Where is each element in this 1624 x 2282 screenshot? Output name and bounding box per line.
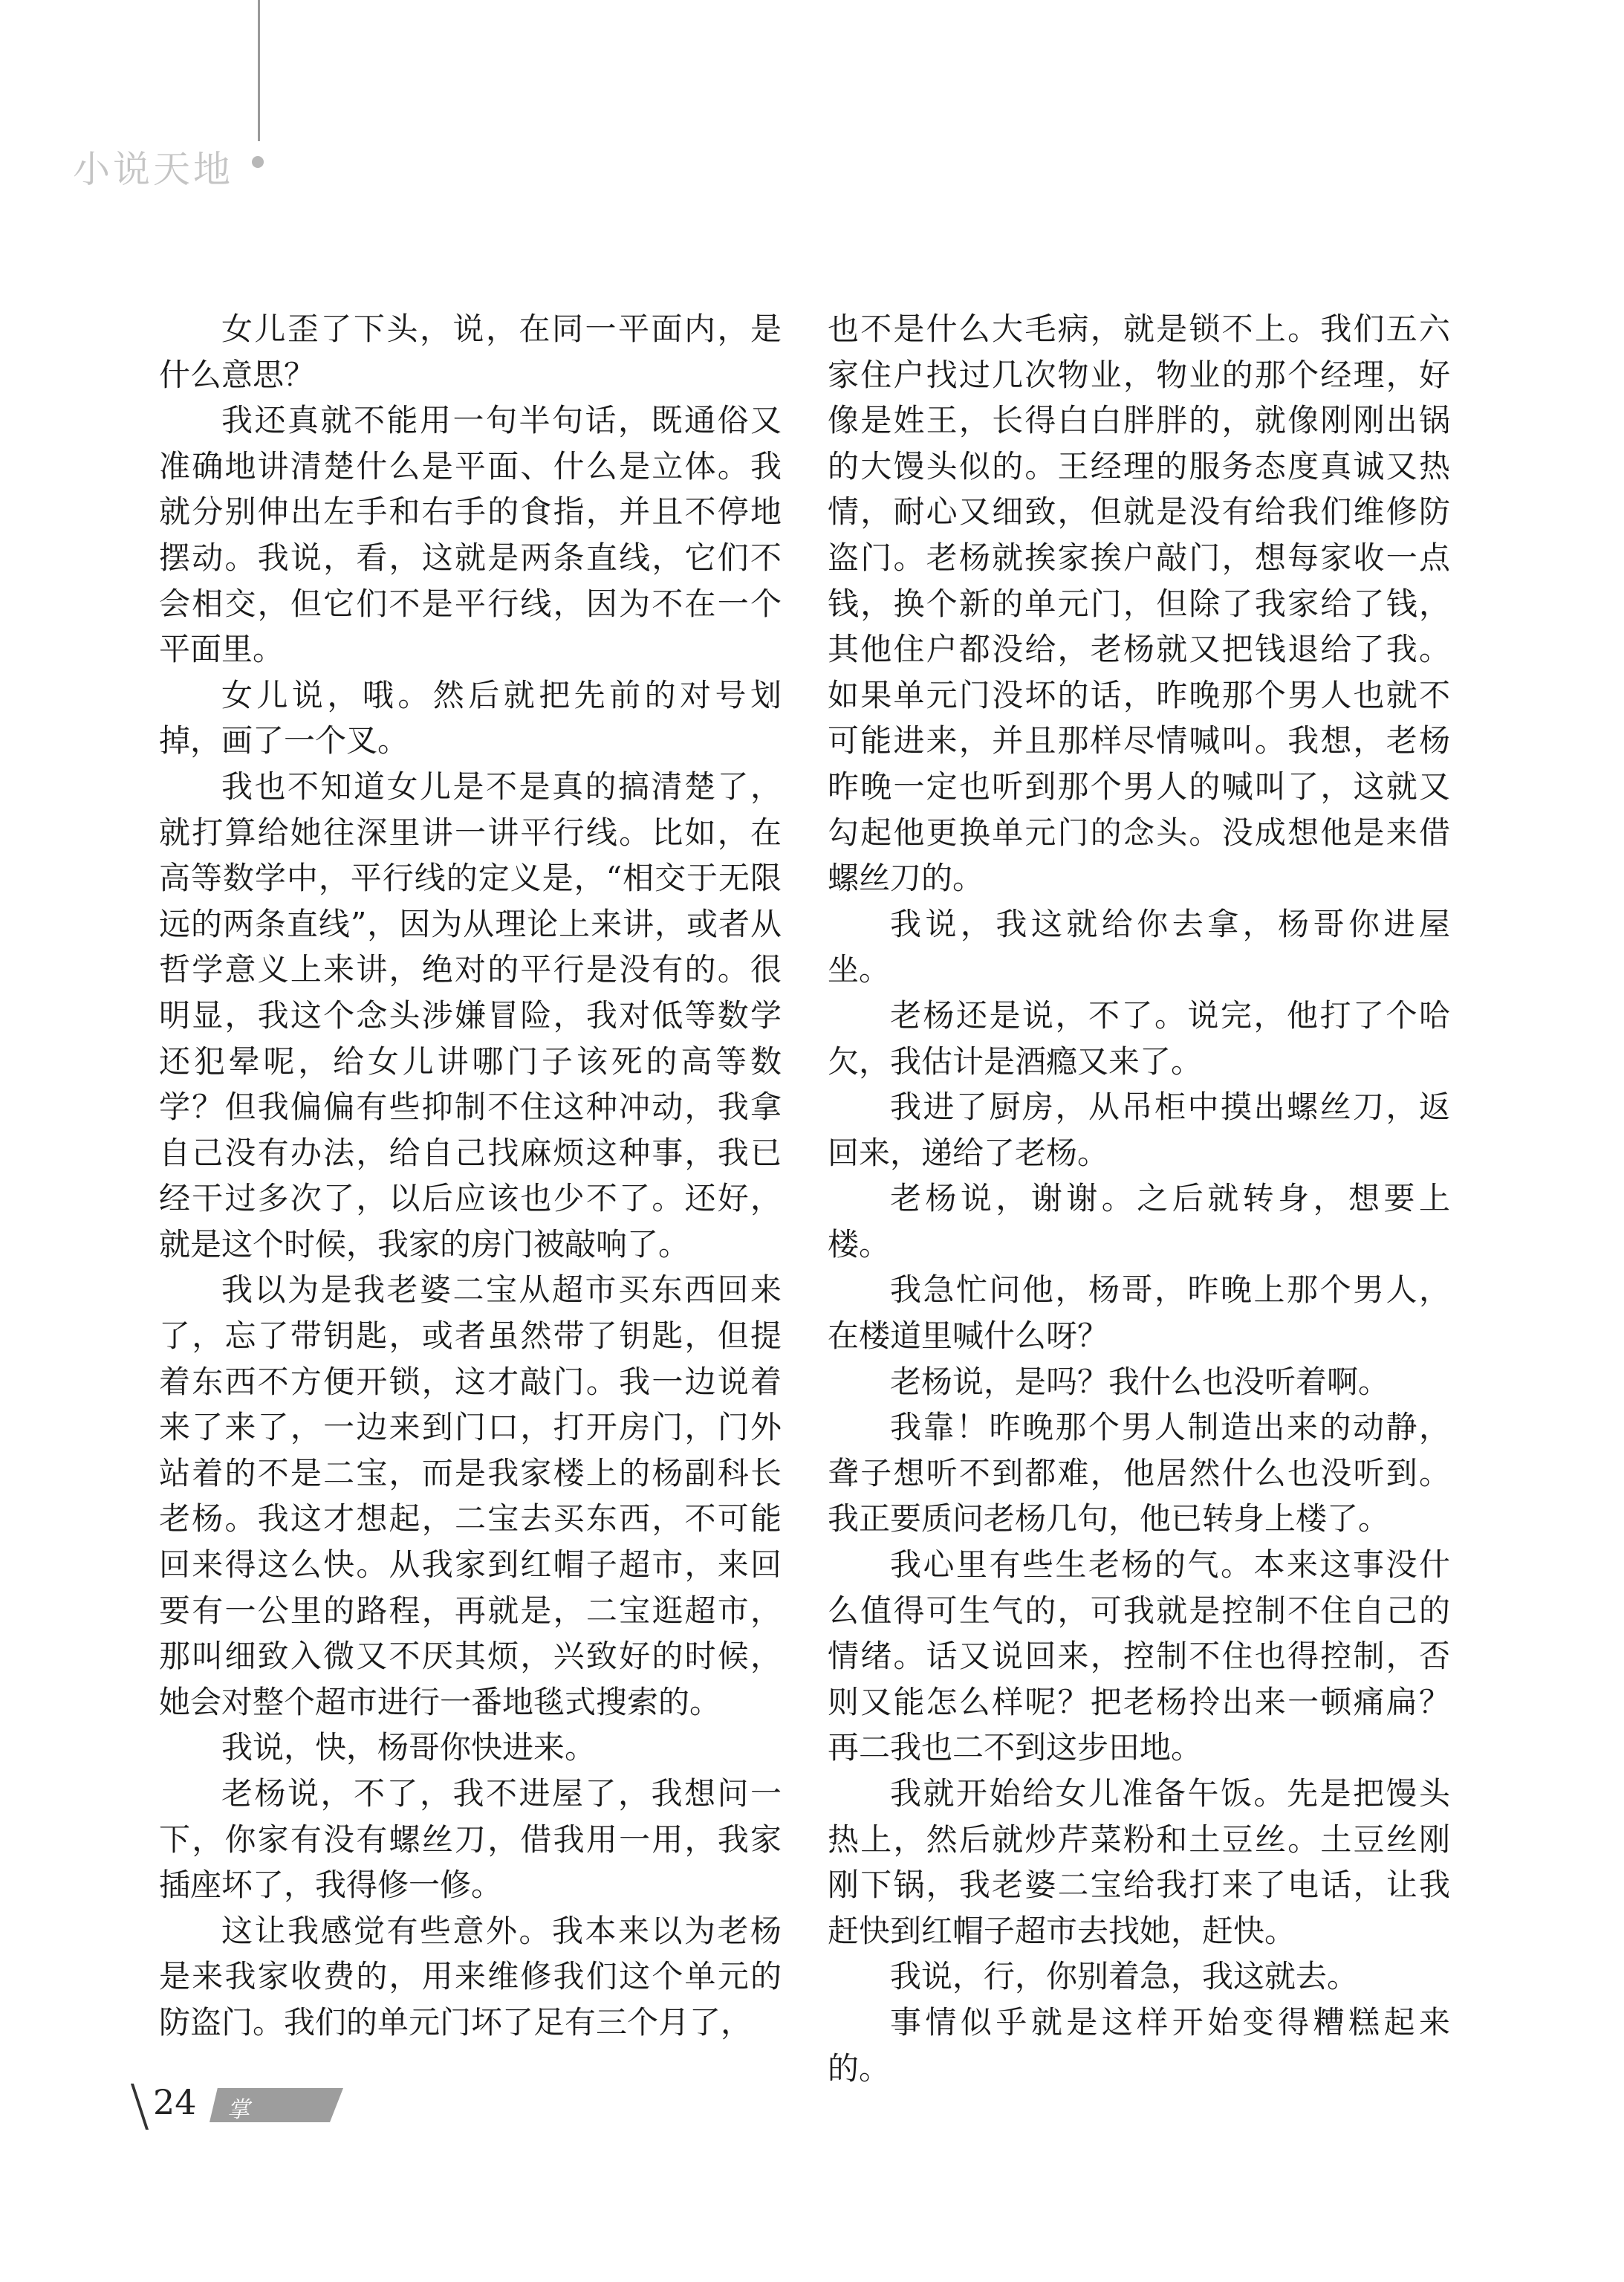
paragraph: 老杨说，谢谢。之后就转身，想要上楼。: [828, 1180, 1450, 1262]
paragraph: 事情似乎就是这样开始变得糟糕起来的。: [828, 2003, 1450, 2087]
paragraph: 我就开始给女儿准备午饭。先是把馒头热上，然后就炒芹菜粉和土豆丝。土豆丝刚刚下锅，我老婆二宝给我打来了电话，让我赶快到红帽子超市去找她，赶快。: [828, 1775, 1450, 1949]
header-vertical-rule: [258, 0, 260, 141]
footer-slash-ornament: [131, 2084, 149, 2130]
paragraph: 我以为是我老婆二宝从超市买东西回来了，忘了带钥匙，或者虽然带了钥匙，但提着东西不方便开锁，这才敲门。我一边说着来了来了，一边来到门口，打开房门，门外站着的不是二宝，而是我家楼上的杨副科长老杨。我这才想起，二宝去买东西，不可能回来得这么快。从我家到红帽子超市，来回要有一公里的路程，再就是，二宝逛超市，那叫细致入微又不厌其烦，兴致好的时候，她会对整个超市进行一番地毯式搜索的。: [159, 1271, 782, 1720]
paragraph: 我说，行，你别着急，我这就去。: [890, 1958, 1359, 1995]
magazine-logo-text: 掌源文学: [227, 2097, 254, 2221]
right-text-column: [828, 306, 1450, 2091]
page-number: 24: [153, 2082, 197, 2122]
paragraph: 我也不知道女儿是不是真的搞清楚了，就打算给她往深里讲一讲平行线。比如，在高等数学中，平行线的定义是，“相交于无限远的两条直线”，因为从理论上来讲，或者从哲学意义上来讲，绝对的平行是没有的。很明显，我这个念头涉嫌冒险，我对低等数学还犯晕呢，给女儿讲哪门子该死的高等数学？但我偏偏有些抑制不住这种冲动，我拿自己没有办法，给自己找麻烦这种事，我已经干过多次了，以后应该也少不了。还好，就是这个时候，我家的房门被敲响了。: [159, 768, 782, 1262]
header-dot-ornament: [252, 156, 264, 168]
paragraph: 这让我感觉有些意外。我本来以为老杨是来我家收费的，用来维修我们这个单元的防盗门。我们的单元门坏了足有三个月了，: [159, 1912, 782, 2040]
paragraph: 女儿说，哦。然后就把先前的对号划掉，画了一个叉。: [159, 676, 782, 759]
paragraph: 我进了厨房，从吊柜中摸出螺丝刀，返回来，递给了老杨。: [828, 1089, 1450, 1171]
paragraph: 老杨说，是吗？我什么也没听着啊。: [890, 1363, 1390, 1400]
section-label: 小说天地: [73, 148, 233, 191]
paragraph: 我靠！昨晚那个男人制造出来的动静，聋子想听不到都难，他居然什么也没听到。我正要质问老杨几句，他已转身上楼了。: [828, 1409, 1450, 1537]
paragraph: 也不是什么大毛病，就是锁不上。我们五六家住户找过几次物业，物业的那个经理，好像是姓王，长得白白胖胖的，就像刚刚出锅的大馒头似的。王经理的服务态度真诚又热情，耐心又细致，但就是没有给我们维修防盗门。老杨就挨家挨户敲门，想每家收一点钱，换个新的单元门，但除了我家给了钱，其他住户都没给，老杨就又把钱退给了我。如果单元门没坏的话，昨晚那个男人也就不可能进来，并且那样尽情喊叫。我想，老杨昨晚一定也听到那个男人的喊叫了，这就又勾起他更换单元门的念头。没成想他是来借螺丝刀的。: [828, 311, 1450, 897]
paragraph: 我急忙问他，杨哥，昨晚上那个男人，在楼道里喊什么呀？: [828, 1271, 1450, 1355]
paragraph: 我说，快，杨哥你快进来。: [221, 1729, 597, 1766]
left-text-column: [159, 306, 782, 2046]
paragraph: 女儿歪了下头，说，在同一平面内，是什么意思？: [159, 311, 782, 393]
paragraph: 老杨说，不了，我不进屋了，我想问一下，你家有没有螺丝刀，借我用一用，我家插座坏了，我得修一修。: [159, 1775, 782, 1904]
paragraph: 我心里有些生老杨的气。本来这事没什么值得可生气的，可我就是控制不住自己的情绪。话又说回来，控制不住也得控制，否则又能怎么样呢？把老杨拎出来一顿痛扁？再二我也二不到这步田地。: [828, 1546, 1450, 1766]
paragraph: 我说，我这就给你去拿，杨哥你进屋坐。: [828, 905, 1450, 988]
paragraph: 老杨还是说，不了。说完，他打了个哈欠，我估计是酒瘾又来了。: [828, 996, 1450, 1080]
paragraph: 我还真就不能用一句半句话，既通俗又准确地讲清楚什么是平面、什么是立体。我就分别伸出左手和右手的食指，并且不停地摆动。我说，看，这就是两条直线，它们不会相交，但它们不是平行线，因为不在一个平面里。: [159, 402, 782, 668]
